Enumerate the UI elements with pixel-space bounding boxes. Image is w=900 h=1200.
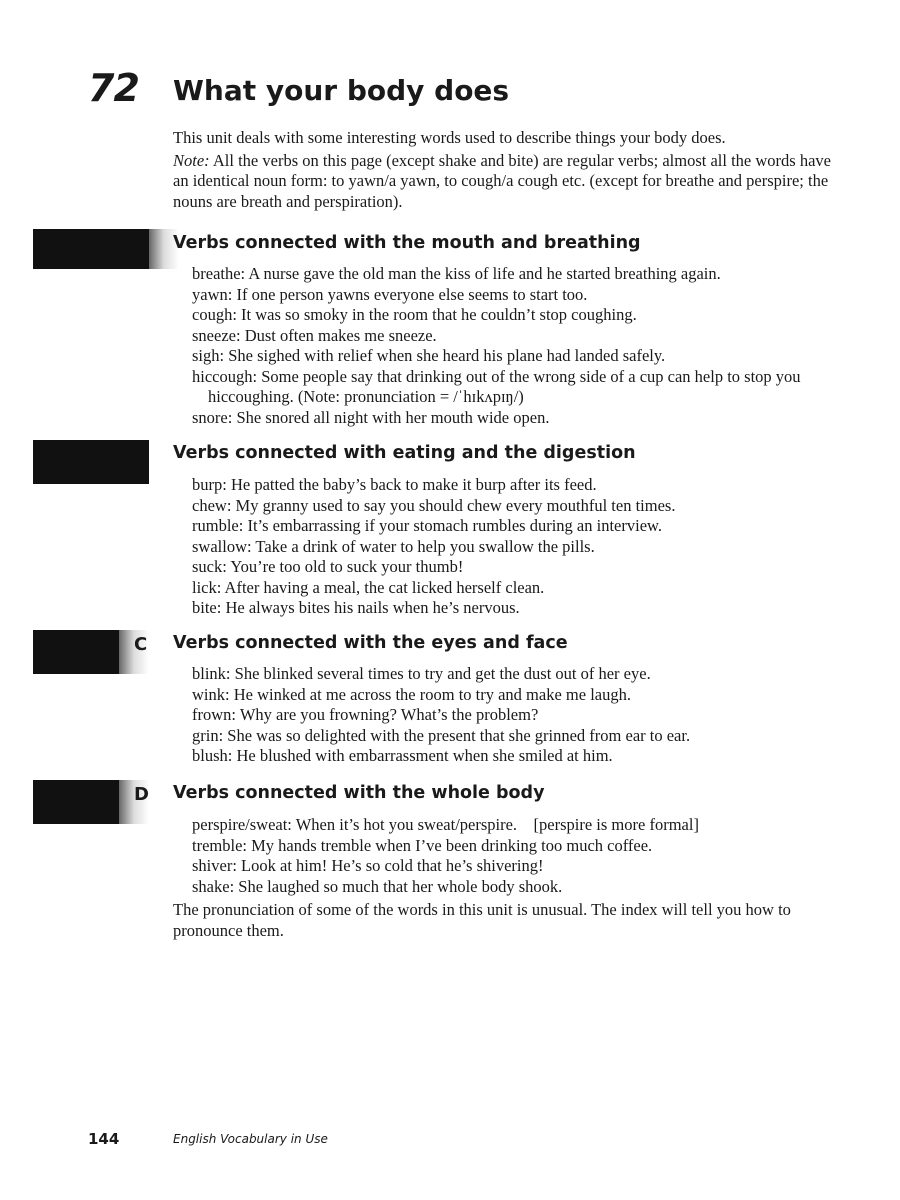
section-d-heading: Verbs connected with the whole body [173, 783, 545, 803]
entry-text: My granny used to say you should chew every mouthful ten times. [231, 495, 676, 515]
entry-text: He winked at me across the room to try and make me laugh. [229, 684, 631, 704]
entry-text: He blushed with embarrassment when she smiled at him. [232, 746, 613, 765]
unit-number: 72 [88, 66, 139, 110]
entry [192, 578, 852, 599]
entry-word: bite: [192, 598, 222, 617]
entry-word: shake: [192, 876, 235, 896]
entry-word: wink: [192, 684, 230, 704]
entry-text: My hands tremble when I’ve been drinking too much coffee. [246, 835, 653, 855]
entry-word: cough: [192, 305, 237, 324]
entry-text: When it’s hot you sweat/perspire. [perspire is more formal] [291, 815, 699, 834]
entry [192, 836, 852, 857]
entry [192, 326, 852, 347]
section-b-marker [33, 440, 149, 484]
entry-word: grin: [192, 725, 224, 745]
entry [192, 346, 852, 367]
entry-word: snore: [192, 407, 233, 427]
entry-word: perspire/sweat: [192, 815, 292, 834]
entry-text: Why are you frowning? What’s the problem? [236, 705, 539, 724]
section-b-heading: Verbs connected with eating and the digestion [173, 443, 636, 463]
entry-word: lick: [192, 577, 222, 597]
entry [192, 746, 852, 767]
entry-text: Look at him! He’s so cold that he’s shivering! [236, 856, 544, 875]
section-c-entries [192, 664, 852, 767]
entry [192, 815, 852, 836]
entry-text: She snored all night with her mouth wide open. [232, 407, 550, 427]
entry-text: She laughed so much that her whole body shook. [234, 876, 563, 896]
entry-word: sigh: [192, 346, 225, 365]
entry-word: breathe: [192, 264, 246, 283]
entry-text: Dust often makes me sneeze. [240, 325, 437, 345]
intro [173, 128, 843, 214]
entry-text: It was so smoky in the room that he couldn’t stop coughing. [236, 305, 637, 324]
section-d-letter: D [134, 784, 149, 805]
entry [192, 557, 852, 578]
entry-text: She was so delighted with the present that she grinned from ear to ear. [223, 725, 691, 745]
book-title: English Vocabulary in Use [173, 1132, 328, 1146]
section-a-entries [192, 264, 852, 428]
entry-text: She blinked several times to try and get the dust out of her eye. [230, 664, 651, 683]
entry-word: hiccough: [192, 366, 258, 386]
entry-text: She sighed with relief when she heard his plane had landed safely. [224, 346, 666, 365]
entry-text: After having a meal, the cat licked herself clean. [221, 577, 545, 597]
entry-text: If one person yawns everyone else seems to start too. [232, 284, 588, 304]
entry-word: suck: [192, 557, 227, 576]
entry-word: yawn: [192, 284, 233, 304]
entry-text: He always bites his nails when he’s nervous. [221, 598, 520, 617]
entry-word: shiver: [192, 856, 237, 875]
section-c-heading: Verbs connected with the eyes and face [173, 633, 568, 653]
section-a-heading: Verbs connected with the mouth and breathing [173, 233, 641, 253]
entry-word: sneeze: [192, 325, 241, 345]
entry-text: You’re too old to suck your thumb! [226, 557, 464, 576]
entry [192, 537, 852, 558]
section-d-entries [192, 815, 852, 897]
entry [192, 305, 852, 326]
section-c-marker [33, 630, 119, 674]
entry [192, 685, 852, 706]
entry [192, 598, 852, 619]
entry [192, 475, 852, 496]
section-b-entries [192, 475, 852, 619]
entry-word: rumble: [192, 516, 244, 535]
entry [192, 726, 852, 747]
entry [192, 285, 852, 306]
entry [192, 264, 852, 285]
entry [192, 877, 852, 898]
entry [192, 856, 852, 877]
intro-paragraph: This unit deals with some interesting words used to describe things your body does. [173, 128, 726, 147]
entry-word: tremble: [192, 835, 247, 855]
section-a-marker [33, 229, 149, 269]
note-label: Note: [173, 150, 210, 170]
entry-word: frown: [192, 705, 236, 724]
entry-text: A nurse gave the old man the kiss of life and he started breathing again. [245, 264, 721, 283]
closing-paragraph: The pronunciation of some of the words in this unit is unusual. The index will tell you how to pronounce them. [173, 900, 791, 940]
entry-word: burp: [192, 475, 227, 494]
entry [192, 408, 852, 429]
section-c-letter: C [134, 634, 148, 655]
entry-word: swallow: [192, 536, 252, 556]
entry [192, 367, 852, 408]
entry [192, 664, 852, 685]
entry-word: blink: [192, 664, 231, 683]
entry [192, 496, 852, 517]
entry-text: Take a drink of water to help you swallow the pills. [251, 536, 595, 556]
page-number: 144 [88, 1130, 120, 1148]
entry-word: chew: [192, 495, 232, 515]
entry-text: He patted the baby’s back to make it burp after its feed. [226, 475, 597, 494]
entry [192, 705, 852, 726]
entry [192, 516, 852, 537]
entry-text: Some people say that drinking out of the wrong side of a cup can help to stop you hiccoughing. (Note: pronunciation = /ˈhɪkʌpɪŋ/) [208, 366, 801, 406]
entry-text: It’s embarrassing if your stomach rumbles during an interview. [243, 516, 662, 535]
note-text: All the verbs on this page (except shake and bite) are regular verbs; almost all the words have an identical noun form: to yawn/a yawn, to cough/a cough etc. (except for breathe and perspire; the nouns are breath and perspiration). [173, 150, 831, 211]
unit-title: What your body does [173, 74, 510, 107]
intro-note [173, 151, 843, 213]
entry-word: blush: [192, 746, 233, 765]
section-d-marker [33, 780, 119, 824]
